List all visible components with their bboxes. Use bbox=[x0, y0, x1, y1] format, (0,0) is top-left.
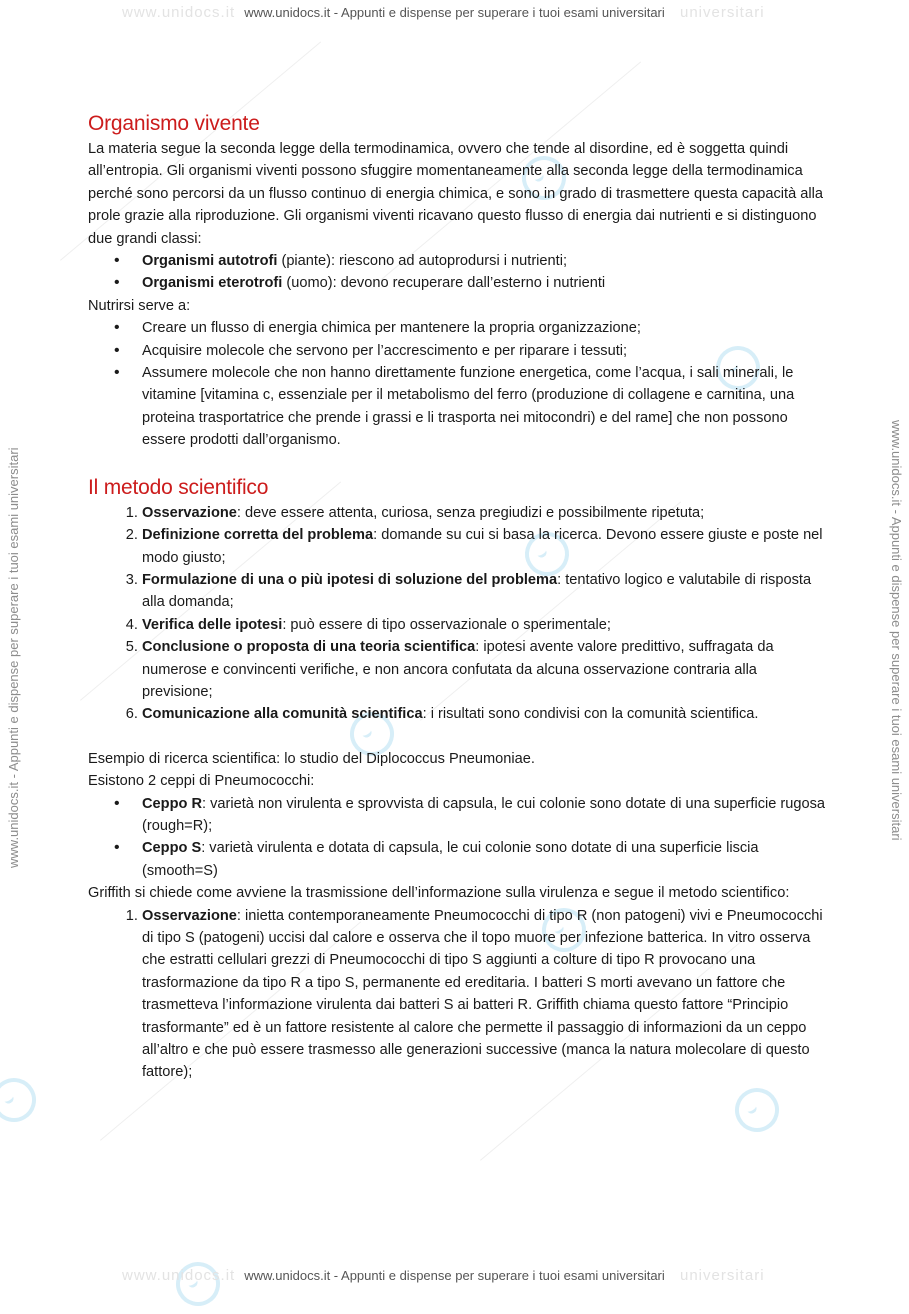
footer-watermark bbox=[0, 1268, 909, 1283]
definition: : tentativo logico e valutabile di risposta alla domanda; bbox=[142, 571, 812, 611]
footer-ghost-left: www.unidocs.it bbox=[122, 1267, 236, 1284]
list-item bbox=[142, 569, 828, 614]
document-body bbox=[88, 110, 828, 1084]
list-item bbox=[142, 250, 828, 272]
list-item bbox=[142, 272, 828, 294]
footer-banner-text: www.unidocs.it - Appunti e dispense per superare i tuoi esami universitari bbox=[244, 1268, 665, 1283]
list-item bbox=[142, 793, 828, 838]
definition: : inietta contemporaneamente Pneumococchi di tipo R (non patogeni) vivi e Pneumococchi di tipo S (patogeni) uccisi dal calore e osserva che il topo muore per infezione batterica. In vitro osserva che estratti cellulari grezzi di Pneumococchi di tipo S aggiunti a colture di tipo R provocano una trasformazione da tipo R a tipo S, permanente ed ereditaria. I batteri S morti avevano un fattore che trasmetteva l’informazione virulenta dai batteri S ai batteri R. Griffith chiama questo fattore “Principio trasformante” ed è un fattore resistente al calore che permette il passaggio di informazioni da un ceppo all’altro e che può essere trasmesso alle generazioni successive (manca la natura molecolare di questo fattore); bbox=[142, 907, 823, 1081]
definition: : può essere di tipo osservazionale o sperimentale; bbox=[282, 616, 611, 633]
list-item bbox=[142, 837, 828, 882]
method-steps-list bbox=[88, 502, 828, 726]
list-item bbox=[142, 905, 828, 1084]
term: Definizione corretta del problema bbox=[142, 527, 374, 544]
term: Organismi autotrofi bbox=[142, 253, 278, 270]
section-heading-metodo: Il metodo scientifico bbox=[88, 475, 269, 499]
term: Conclusione o proposta di una teoria scientifica bbox=[142, 639, 476, 656]
right-side-watermark: www.unidocs.it - Appunti e dispense per superare i tuoi esami universitari bbox=[889, 420, 904, 841]
strains-intro: Esistono 2 ceppi di Pneumococchi: bbox=[88, 773, 315, 790]
list-item: • Assumere molecole che non hanno direttamente funzione energetica, come l’acqua, i sali minerali, le vitamine [vitamina c, essenziale per il metabolismo del ferro (produzione di collagene e carnitina, una proteina trasportatrice che prende i grassi e li trasporta nei mitocondri) e del rame] che non possono essere prodotti dall’organismo. bbox=[142, 362, 828, 452]
definition: : ipotesi avente valore predittivo, suffragata da numerose e convincenti verifiche, e non ancora confutata da alcuna osservazione contraria alla previsione; bbox=[142, 639, 774, 700]
strains-list bbox=[88, 793, 828, 883]
definition: : i risultati sono condivisi con la comunità scientifica. bbox=[422, 706, 759, 723]
definition: : varietà virulenta e dotata di capsula, le cui colonie sono dotate di una superficie liscia (smooth=S) bbox=[142, 840, 759, 879]
term: Ceppo R bbox=[142, 795, 202, 812]
term: Osservazione bbox=[142, 504, 237, 521]
nutrition-intro: Nutrirsi serve a: bbox=[88, 297, 191, 314]
left-side-watermark: www.unidocs.it - Appunti e dispense per superare i tuoi esami universitari bbox=[6, 447, 21, 868]
list-item bbox=[142, 636, 828, 703]
section-heading-organismo: Organismo vivente bbox=[88, 112, 260, 135]
list-item bbox=[142, 502, 828, 524]
list-item bbox=[142, 524, 828, 569]
list-item: • Creare un flusso di energia chimica per mantenere la propria organizzazione; bbox=[142, 317, 828, 339]
unidocs-logo-icon bbox=[727, 1080, 787, 1140]
footer-ghost-right: universitari bbox=[680, 1267, 765, 1284]
list-item bbox=[142, 614, 828, 636]
header-watermark bbox=[0, 5, 909, 20]
definition: : varietà non virulenta e sprovvista di capsula, le cui colonie sono dotate di una superficie rugosa (rough=R); bbox=[142, 795, 826, 834]
griffith-steps-list bbox=[88, 905, 828, 1084]
nutrition-list bbox=[88, 317, 828, 451]
list-item bbox=[142, 703, 828, 725]
definition: : deve essere attenta, curiosa, senza pregiudizi e possibilmente ripetuta; bbox=[236, 504, 705, 521]
header-ghost-left: www.unidocs.it bbox=[122, 4, 236, 21]
header-banner-text: www.unidocs.it - Appunti e dispense per superare i tuoi esami universitari bbox=[244, 5, 665, 20]
definition: (piante): riescono ad autoprodursi i nutrienti; bbox=[277, 253, 568, 270]
list-item: • Acquisire molecole che servono per l’accrescimento e per riparare i tessuti; bbox=[142, 340, 828, 362]
example-line: Esempio di ricerca scientifica: lo studio del Diplococcus Pneumoniae. bbox=[88, 750, 535, 767]
organismo-intro: La materia segue la seconda legge della termodinamica, ovvero che tende al disordine, ed è soggetta quindi all’entropia. Gli organismi viventi possono sfuggire momentaneamente alla seconda legge della termodinamica perché sono percorsi da un flusso continuo di energia chimica, e sono in grado di trasmettere questa capacità alla prole grazie alla riproduzione. Gli organismi viventi ricavano questo flusso di energia dai nutrienti e si distinguono due grandi classi: bbox=[88, 141, 823, 247]
term: Verifica delle ipotesi bbox=[142, 616, 283, 633]
definition: (uomo): devono recuperare dall’esterno i nutrienti bbox=[282, 275, 606, 292]
definition: : domande su cui si basa la ricerca. Devono essere giuste e poste nel modo giusto; bbox=[142, 527, 823, 566]
term: Osservazione bbox=[142, 907, 237, 924]
term: Ceppo S bbox=[142, 840, 202, 857]
unidocs-logo-icon bbox=[0, 1070, 44, 1130]
term: Comunicazione alla comunità scientifica bbox=[142, 706, 423, 723]
organism-classes-list bbox=[88, 250, 828, 295]
header-ghost-right: universitari bbox=[680, 4, 765, 21]
griffith-intro: Griffith si chiede come avviene la trasmissione dell’informazione sulla virulenza e segue il metodo scientifico: bbox=[88, 885, 790, 902]
term: Organismi eterotrofi bbox=[142, 275, 283, 292]
term: Formulazione di una o più ipotesi di soluzione del problema bbox=[142, 571, 558, 588]
